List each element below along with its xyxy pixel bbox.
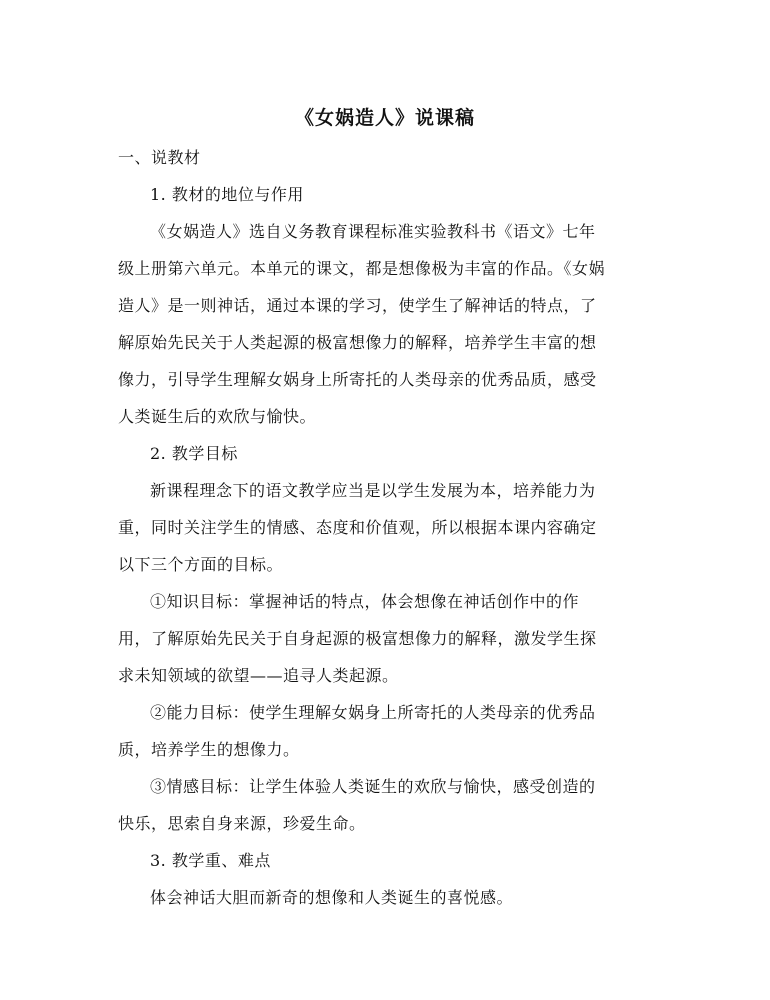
paragraph-line: 解原始先民关于人类起源的极富想像力的解释，培养学生丰富的想: [118, 333, 597, 352]
paragraph-line: 快乐，思索自身来源，珍爱生命。: [118, 814, 366, 833]
section-heading: 一、说教材: [118, 148, 201, 167]
paragraph-line: 体会神话大胆而新奇的想像和人类诞生的喜悦感。: [150, 888, 514, 907]
paragraph-line: 以下三个方面的目标。: [118, 555, 284, 574]
paragraph-line: 造人》是一则神话，通过本课的学习，使学生了解神话的特点，了: [118, 296, 597, 315]
subsection-heading: 1. 教材的地位与作用: [150, 185, 304, 204]
paragraph-line: ③情感目标：让学生体验人类诞生的欢欣与愉快，感受创造的: [150, 777, 596, 796]
paragraph-line: 《女娲造人》选自义务教育课程标准实验教科书《语文》七年: [150, 222, 596, 241]
paragraph-line: 人类诞生后的欢欣与愉快。: [118, 407, 317, 426]
subsection-heading: 2. 教学目标: [150, 444, 238, 463]
paragraph-line: 质，培养学生的想像力。: [118, 740, 300, 759]
paragraph-line: 用，了解原始先民关于自身起源的极富想像力的解释，激发学生探: [118, 629, 597, 648]
paragraph-line: ①知识目标：掌握神话的特点，体会想像在神话创作中的作: [150, 592, 580, 611]
document-title: 《女娲造人》说课稿: [294, 107, 475, 129]
paragraph-line: 级上册第六单元。本单元的课文，都是想像极为丰富的作品。《女娲: [118, 259, 606, 278]
paragraph-line: 求未知领域的欲望——追寻人类起源。: [118, 666, 399, 685]
paragraph-line: 新课程理念下的语文教学应当是以学生发展为本，培养能力为: [150, 481, 596, 500]
paragraph-line: ②能力目标：使学生理解女娲身上所寄托的人类母亲的优秀品: [150, 703, 596, 722]
subsection-heading: 3. 教学重、难点: [150, 851, 271, 870]
paragraph-line: 像力，引导学生理解女娲身上所寄托的人类母亲的优秀品质，感受: [118, 370, 597, 389]
paragraph-line: 重，同时关注学生的情感、态度和价值观，所以根据本课内容确定: [118, 518, 597, 537]
